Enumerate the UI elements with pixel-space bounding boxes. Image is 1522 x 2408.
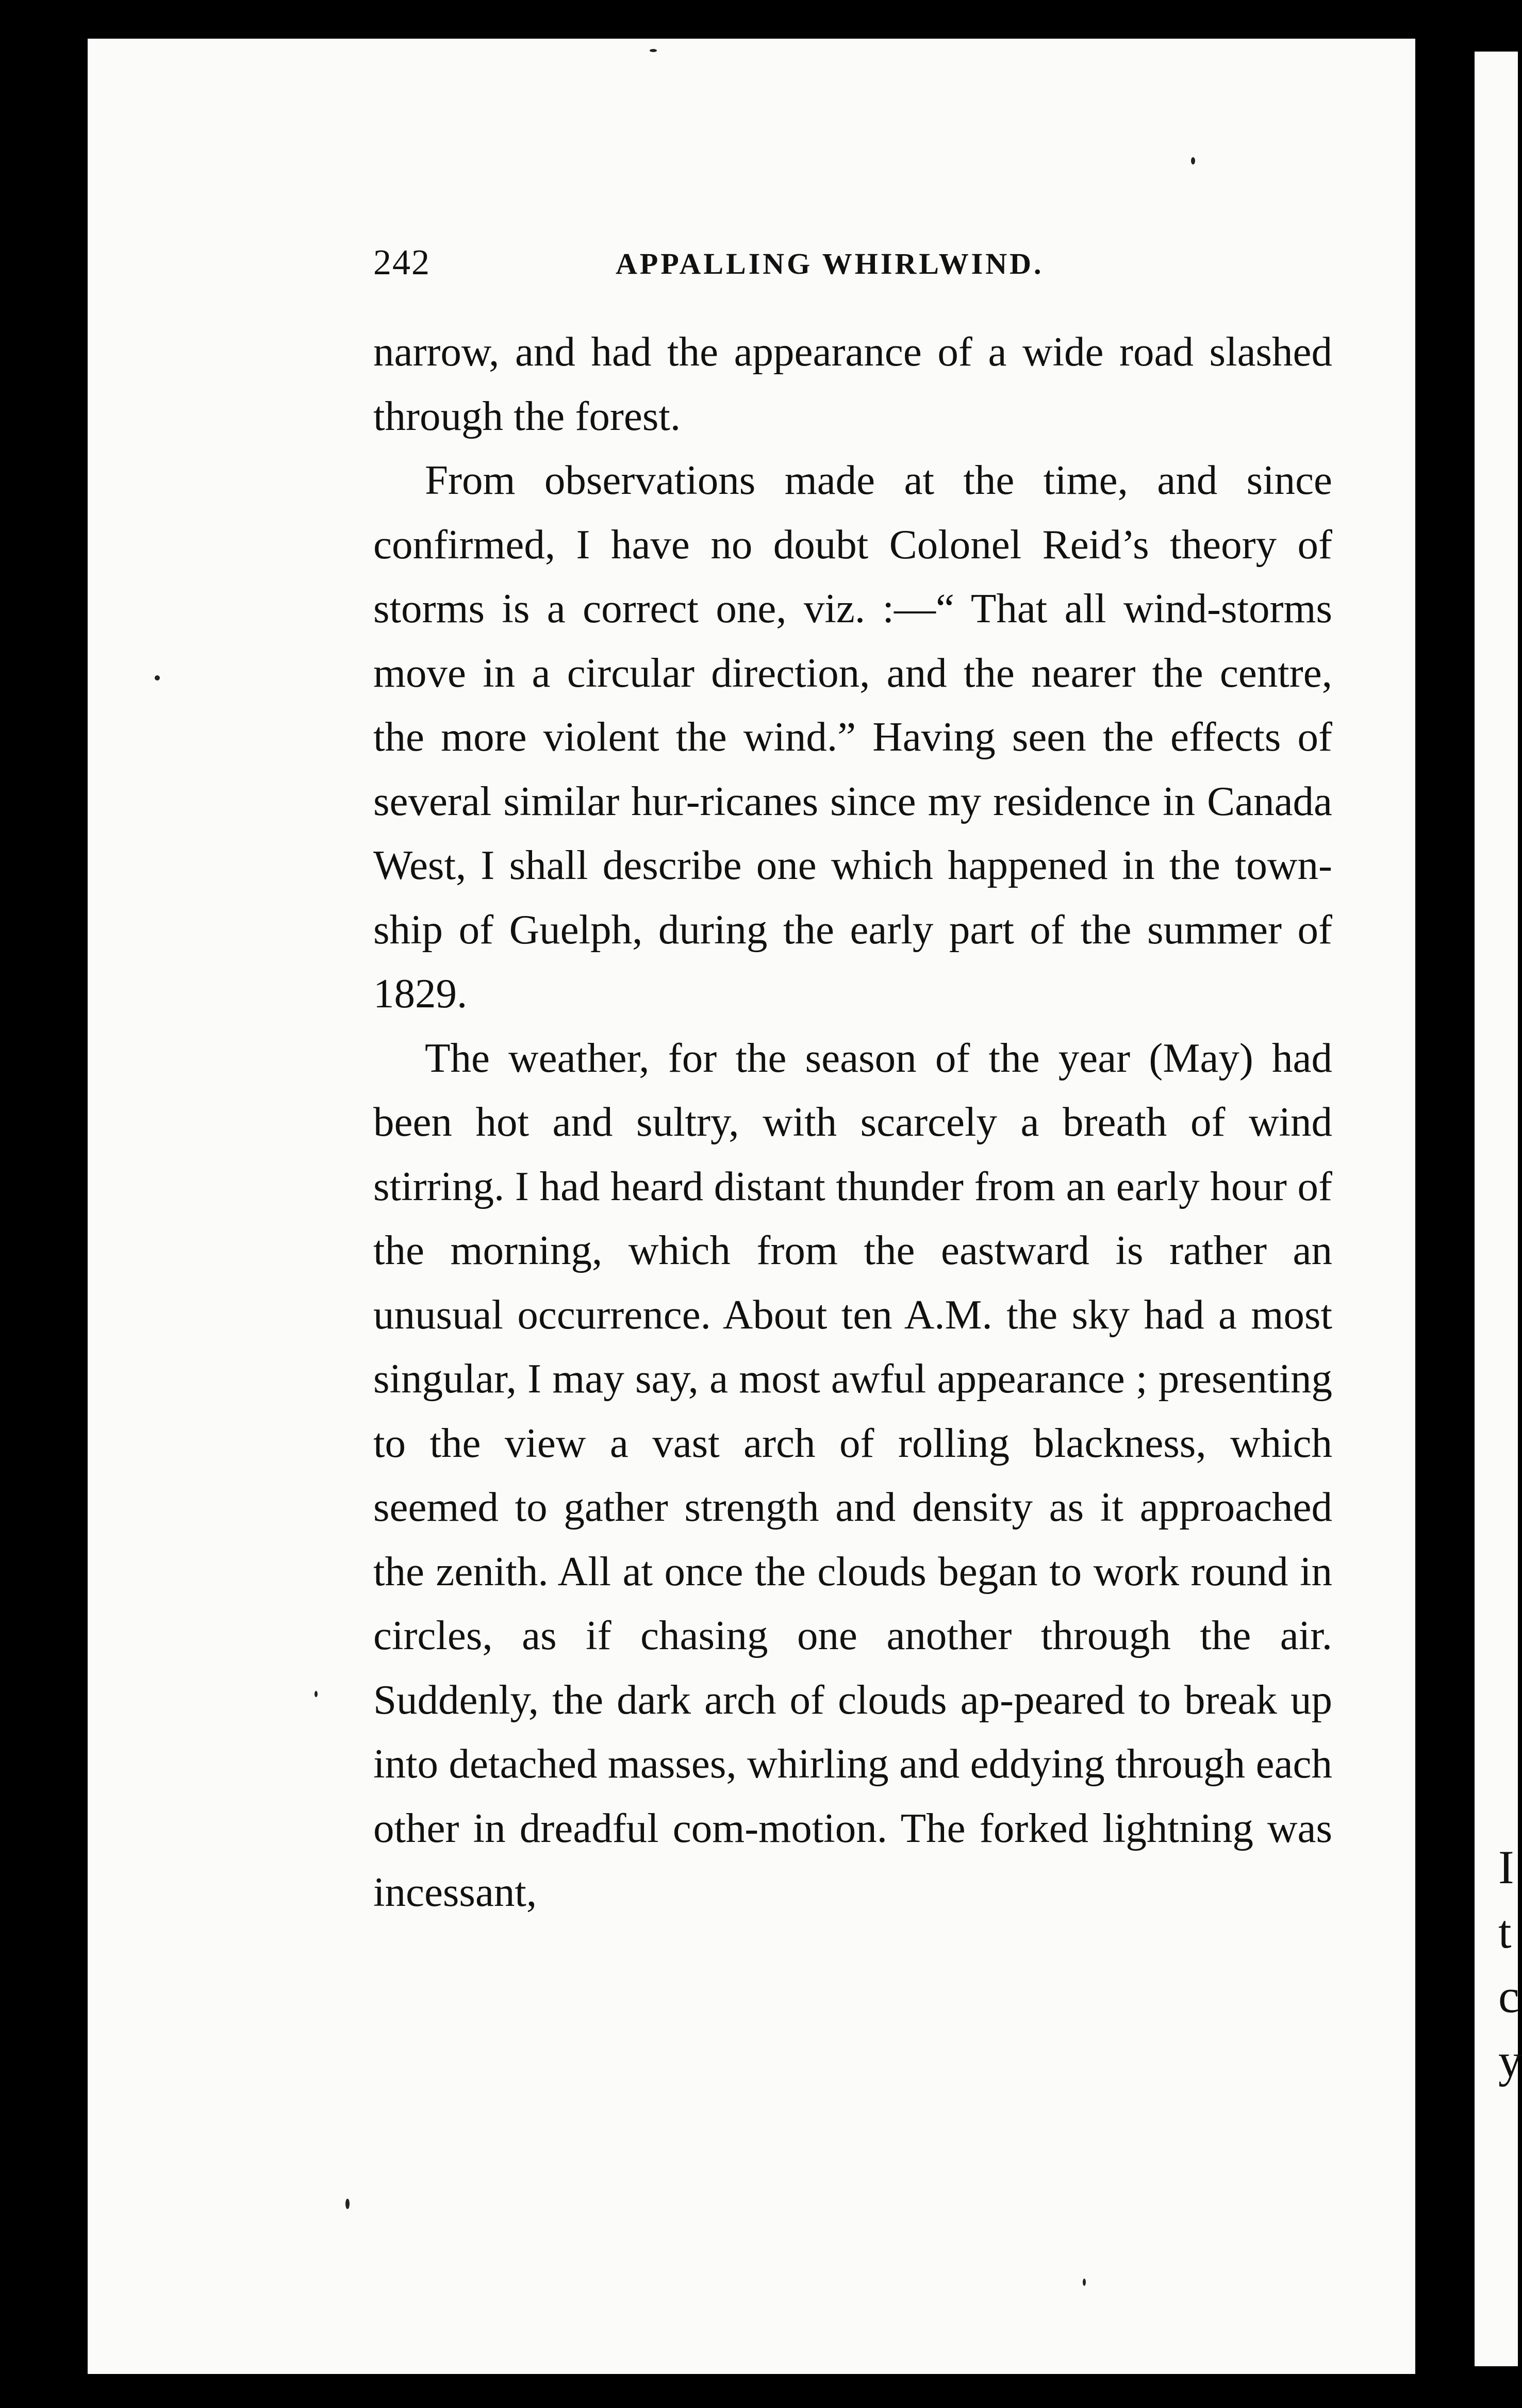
paragraph-2: From observations made at the time, and since confirmed, I have no doubt Colonel Reid’s theory of storms is a correct one, viz. :—“ That all wind-storms move in a circular direction, and the nearer the centre, the more violent the wind.” Having seen the effects of several similar hur-ricanes since my residence in Canada West, I shall describe one which happened in the town-ship of Guelph, during the early part of the summer of 1829.: [373, 457, 1332, 1017]
page-number: 242: [373, 243, 431, 283]
paragraph-3: The weather, for the season of the year (May) had been hot and sultry, with scarcely a breath of wind stirring. I had heard distant thunder from an early hour of the morning, which from the eastward is rather an unusual occurrence. About ten A.M. the sky had a most singular, I may say, a most awful appearance ; presenting to the view a vast arch of rolling blackness, which seemed to gather strength and density as it approached the zenith. All at once the clouds began to work round in circles, as if chasing one another through the air. Suddenly, the dark arch of clouds ap-peared to break up into detached masses, whirling and eddying through each other in dreadful com-motion. The forked lightning was incessant,: [373, 1034, 1332, 1915]
scan-speck: [155, 675, 160, 680]
paragraph-1: narrow, and had the appearance of a wide road slashed through the forest.: [373, 328, 1332, 439]
body-text: [373, 320, 1332, 1924]
scan-speck: [1191, 157, 1195, 164]
scan-speck: [1083, 2279, 1086, 2286]
scan-speck: [345, 2199, 350, 2209]
facing-page-text: I t c y: [1498, 1841, 1522, 2087]
scan-speck: [650, 49, 657, 52]
page-gutter: [1433, 52, 1475, 2366]
scan-speck: [315, 1691, 318, 1697]
chapter-title: APPALLING WHIRLWIND.: [616, 247, 1044, 280]
running-head: [373, 242, 1332, 289]
